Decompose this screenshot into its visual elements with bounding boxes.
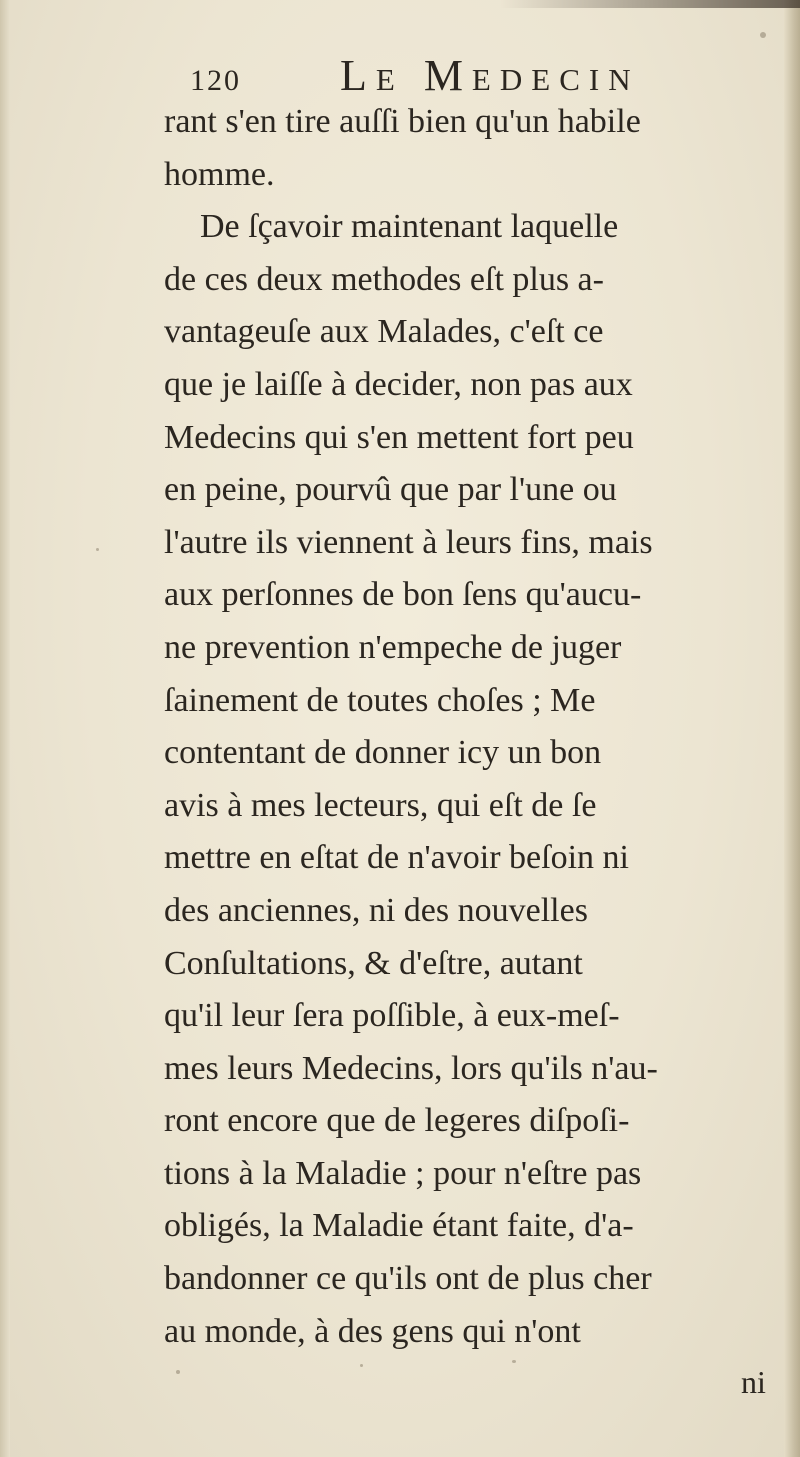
- text-line: qu'il leur ſera poſſible, à eux-meſ-: [164, 997, 620, 1035]
- text-line: Conſultations, & d'eſtre, autant: [164, 944, 583, 982]
- text-line: ne prevention n'empeche de juger: [164, 628, 622, 666]
- page-right-edge: [784, 0, 800, 1457]
- text-line: obligés, la Maladie étant faite, d'a-: [164, 1207, 634, 1245]
- text-line: Medecins qui s'en mettent fort peu: [164, 418, 634, 456]
- text-line: vantageuſe aux Malades, c'eſt ce: [164, 313, 604, 351]
- text-line: de ces deux methodes eſt plus a-: [164, 260, 604, 298]
- text-line: aux perſonnes de bon ſens qu'aucu-: [164, 576, 642, 614]
- text-line: contentant de donner icy un bon: [164, 734, 602, 772]
- page-number: 120: [190, 64, 241, 97]
- ink-speck: [96, 548, 99, 551]
- page-header: [190, 50, 710, 100]
- running-head: Le Medecin: [340, 51, 640, 100]
- text-line: ſainement de toutes choſes ; Me: [164, 681, 596, 719]
- ink-speck: [360, 1364, 363, 1367]
- text-line: au monde, à des gens qui n'ont: [164, 1312, 581, 1350]
- text-line: mettre en eſtat de n'avoir beſoin ni: [164, 839, 629, 877]
- text-line: rant s'en tire auſſi bien qu'un habile: [164, 103, 641, 140]
- page-top-shadow: [500, 0, 800, 8]
- text-line: ront encore que de legeres diſpoſi-: [164, 1102, 630, 1140]
- text-line: mes leurs Medecins, lors qu'ils n'au-: [164, 1049, 658, 1087]
- text-line: que je laiſſe à decider, non pas aux: [164, 365, 633, 403]
- ink-speck: [760, 32, 766, 38]
- ink-speck: [512, 1360, 516, 1363]
- text-line: en peine, pourvû que par l'une ou: [164, 471, 617, 509]
- catchword: ni: [741, 1364, 766, 1400]
- text-line: De ſçavoir maintenant laquelle: [200, 208, 619, 246]
- text-line: tions à la Maladie ; pour n'eſtre pas: [164, 1154, 642, 1192]
- text-line: des anciennes, ni des nouvelles: [164, 891, 588, 929]
- text-line: bandonner ce qu'ils ont de plus cher: [164, 1260, 652, 1298]
- text-line: l'autre ils viennent à leurs fins, mais: [164, 523, 653, 561]
- page-left-edge: [0, 0, 10, 1457]
- ink-speck: [176, 1370, 180, 1374]
- body-text: [164, 96, 784, 1358]
- text-line: avis à mes lecteurs, qui eſt de ſe: [164, 786, 597, 824]
- text-line: homme.: [164, 155, 275, 193]
